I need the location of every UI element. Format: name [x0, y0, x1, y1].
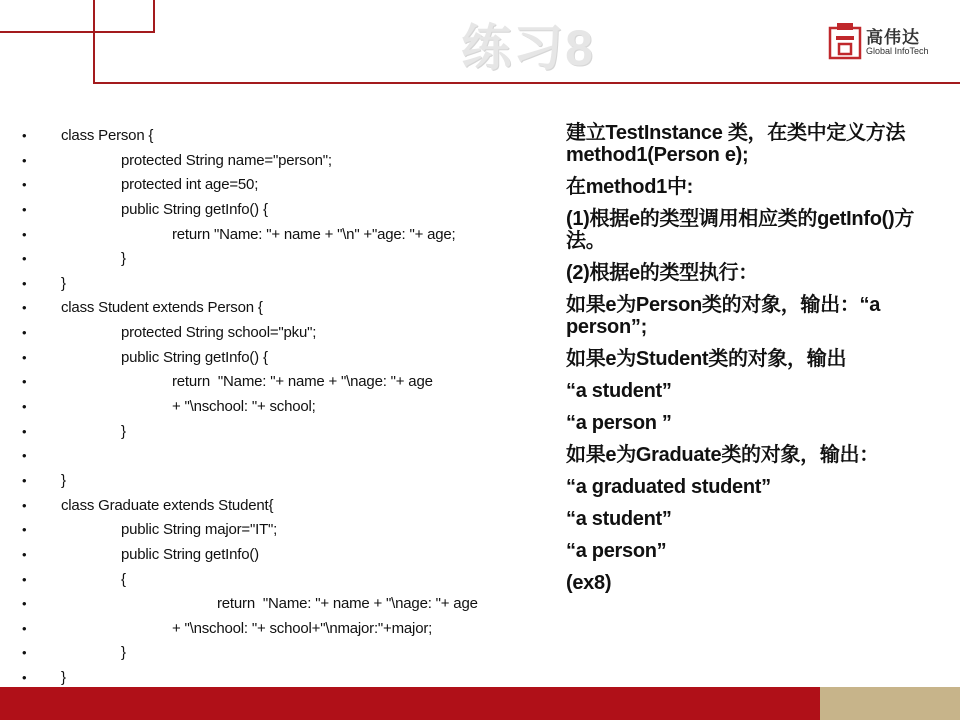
- bullet-icon: •: [22, 596, 27, 612]
- bullet-icon: •: [22, 349, 27, 365]
- code-line-text: class Student extends Person {: [61, 299, 263, 317]
- bullet-icon: •: [22, 571, 27, 587]
- bullet-icon: •: [22, 620, 27, 636]
- code-line-text: }: [121, 250, 126, 268]
- description-paragraph: 在method1中:: [566, 176, 694, 198]
- description-paragraph: 建立TestInstance 类，在类中定义方法method1(Person e);: [566, 122, 906, 166]
- bullet-icon: •: [22, 399, 27, 415]
- footer-accent: [820, 687, 960, 720]
- code-line-text: public String major="IT";: [121, 521, 278, 539]
- bullet-icon: •: [22, 300, 27, 316]
- code-line-text: }: [121, 644, 126, 662]
- code-line-text: }: [61, 274, 66, 292]
- description-paragraph: “a graduated student”: [566, 476, 771, 498]
- bullet-icon: •: [22, 448, 27, 464]
- code-line-text: public String getInfo(): [121, 545, 259, 563]
- bullet-icon: •: [22, 645, 27, 661]
- company-logo: [828, 22, 938, 62]
- code-line-text: return "Name: "+ name + "\n" +"age: "+ age;: [172, 225, 456, 243]
- exercise-description: [566, 122, 951, 604]
- description-paragraph: “a person”: [566, 540, 667, 562]
- code-line-text: class Graduate extends Student{: [61, 496, 274, 514]
- frame-line-horizontal: [93, 82, 960, 84]
- code-line-text: {: [121, 570, 126, 588]
- description-paragraph: (1)根据e的类型调用相应类的getInfo()方法。: [566, 208, 915, 252]
- code-line-text: return "Name: "+ name + "\nage: "+ age: [217, 595, 478, 613]
- footer-bar: [0, 687, 820, 720]
- slide-title: 练习8: [461, 20, 595, 76]
- description-paragraph: “a student”: [566, 380, 672, 402]
- bullet-icon: •: [22, 374, 27, 390]
- code-line-text: class Person {: [61, 127, 154, 144]
- bullet-icon: •: [22, 128, 27, 143]
- bullet-icon: •: [22, 201, 27, 217]
- code-line-text: }: [61, 471, 66, 489]
- description-paragraph: (ex8): [566, 572, 612, 594]
- bullet-icon: •: [22, 522, 27, 538]
- description-paragraph: “a person ”: [566, 412, 672, 434]
- code-line-text: public String getInfo() {: [121, 348, 268, 366]
- code-line-text: protected int age=50;: [121, 176, 259, 194]
- code-line-text: protected String name="person";: [121, 151, 332, 169]
- bullet-icon: •: [22, 226, 27, 242]
- code-line-text: protected String school="pku";: [121, 324, 317, 342]
- bullet-icon: •: [22, 177, 27, 193]
- description-paragraph: (2)根据e的类型执行：: [566, 262, 758, 284]
- bullet-icon: •: [22, 472, 27, 488]
- description-paragraph: 如果e为Person类的对象，输出：“a person”;: [566, 294, 881, 338]
- code-line-text: }: [121, 422, 126, 440]
- logo-mark-icon: [828, 22, 862, 60]
- bullet-icon: •: [22, 546, 27, 562]
- description-paragraph: “a student”: [566, 508, 672, 530]
- bullet-icon: •: [22, 670, 27, 686]
- logo-name-en: Global InfoTech: [866, 46, 929, 56]
- code-line-text: }: [61, 669, 66, 687]
- code-line-text: + "\nschool: "+ school;: [172, 398, 316, 416]
- code-line-text: + "\nschool: "+ school+"\nmajor:"+major;: [172, 619, 433, 637]
- bullet-icon: •: [22, 497, 27, 513]
- bullet-icon: •: [22, 423, 27, 439]
- description-paragraph: 如果e为Graduate类的对象，输出：: [566, 444, 879, 466]
- bullet-icon: •: [22, 275, 27, 291]
- logo-name-cn: 高伟达: [866, 28, 920, 47]
- bullet-icon: •: [22, 152, 27, 168]
- bullet-icon: •: [22, 251, 27, 267]
- description-paragraph: 如果e为Student类的对象，输出: [566, 348, 847, 370]
- code-line-text: return "Name: "+ name + "\nage: "+ age: [172, 373, 433, 391]
- bullet-icon: •: [22, 325, 27, 341]
- code-line-text: public String getInfo() {: [121, 200, 268, 218]
